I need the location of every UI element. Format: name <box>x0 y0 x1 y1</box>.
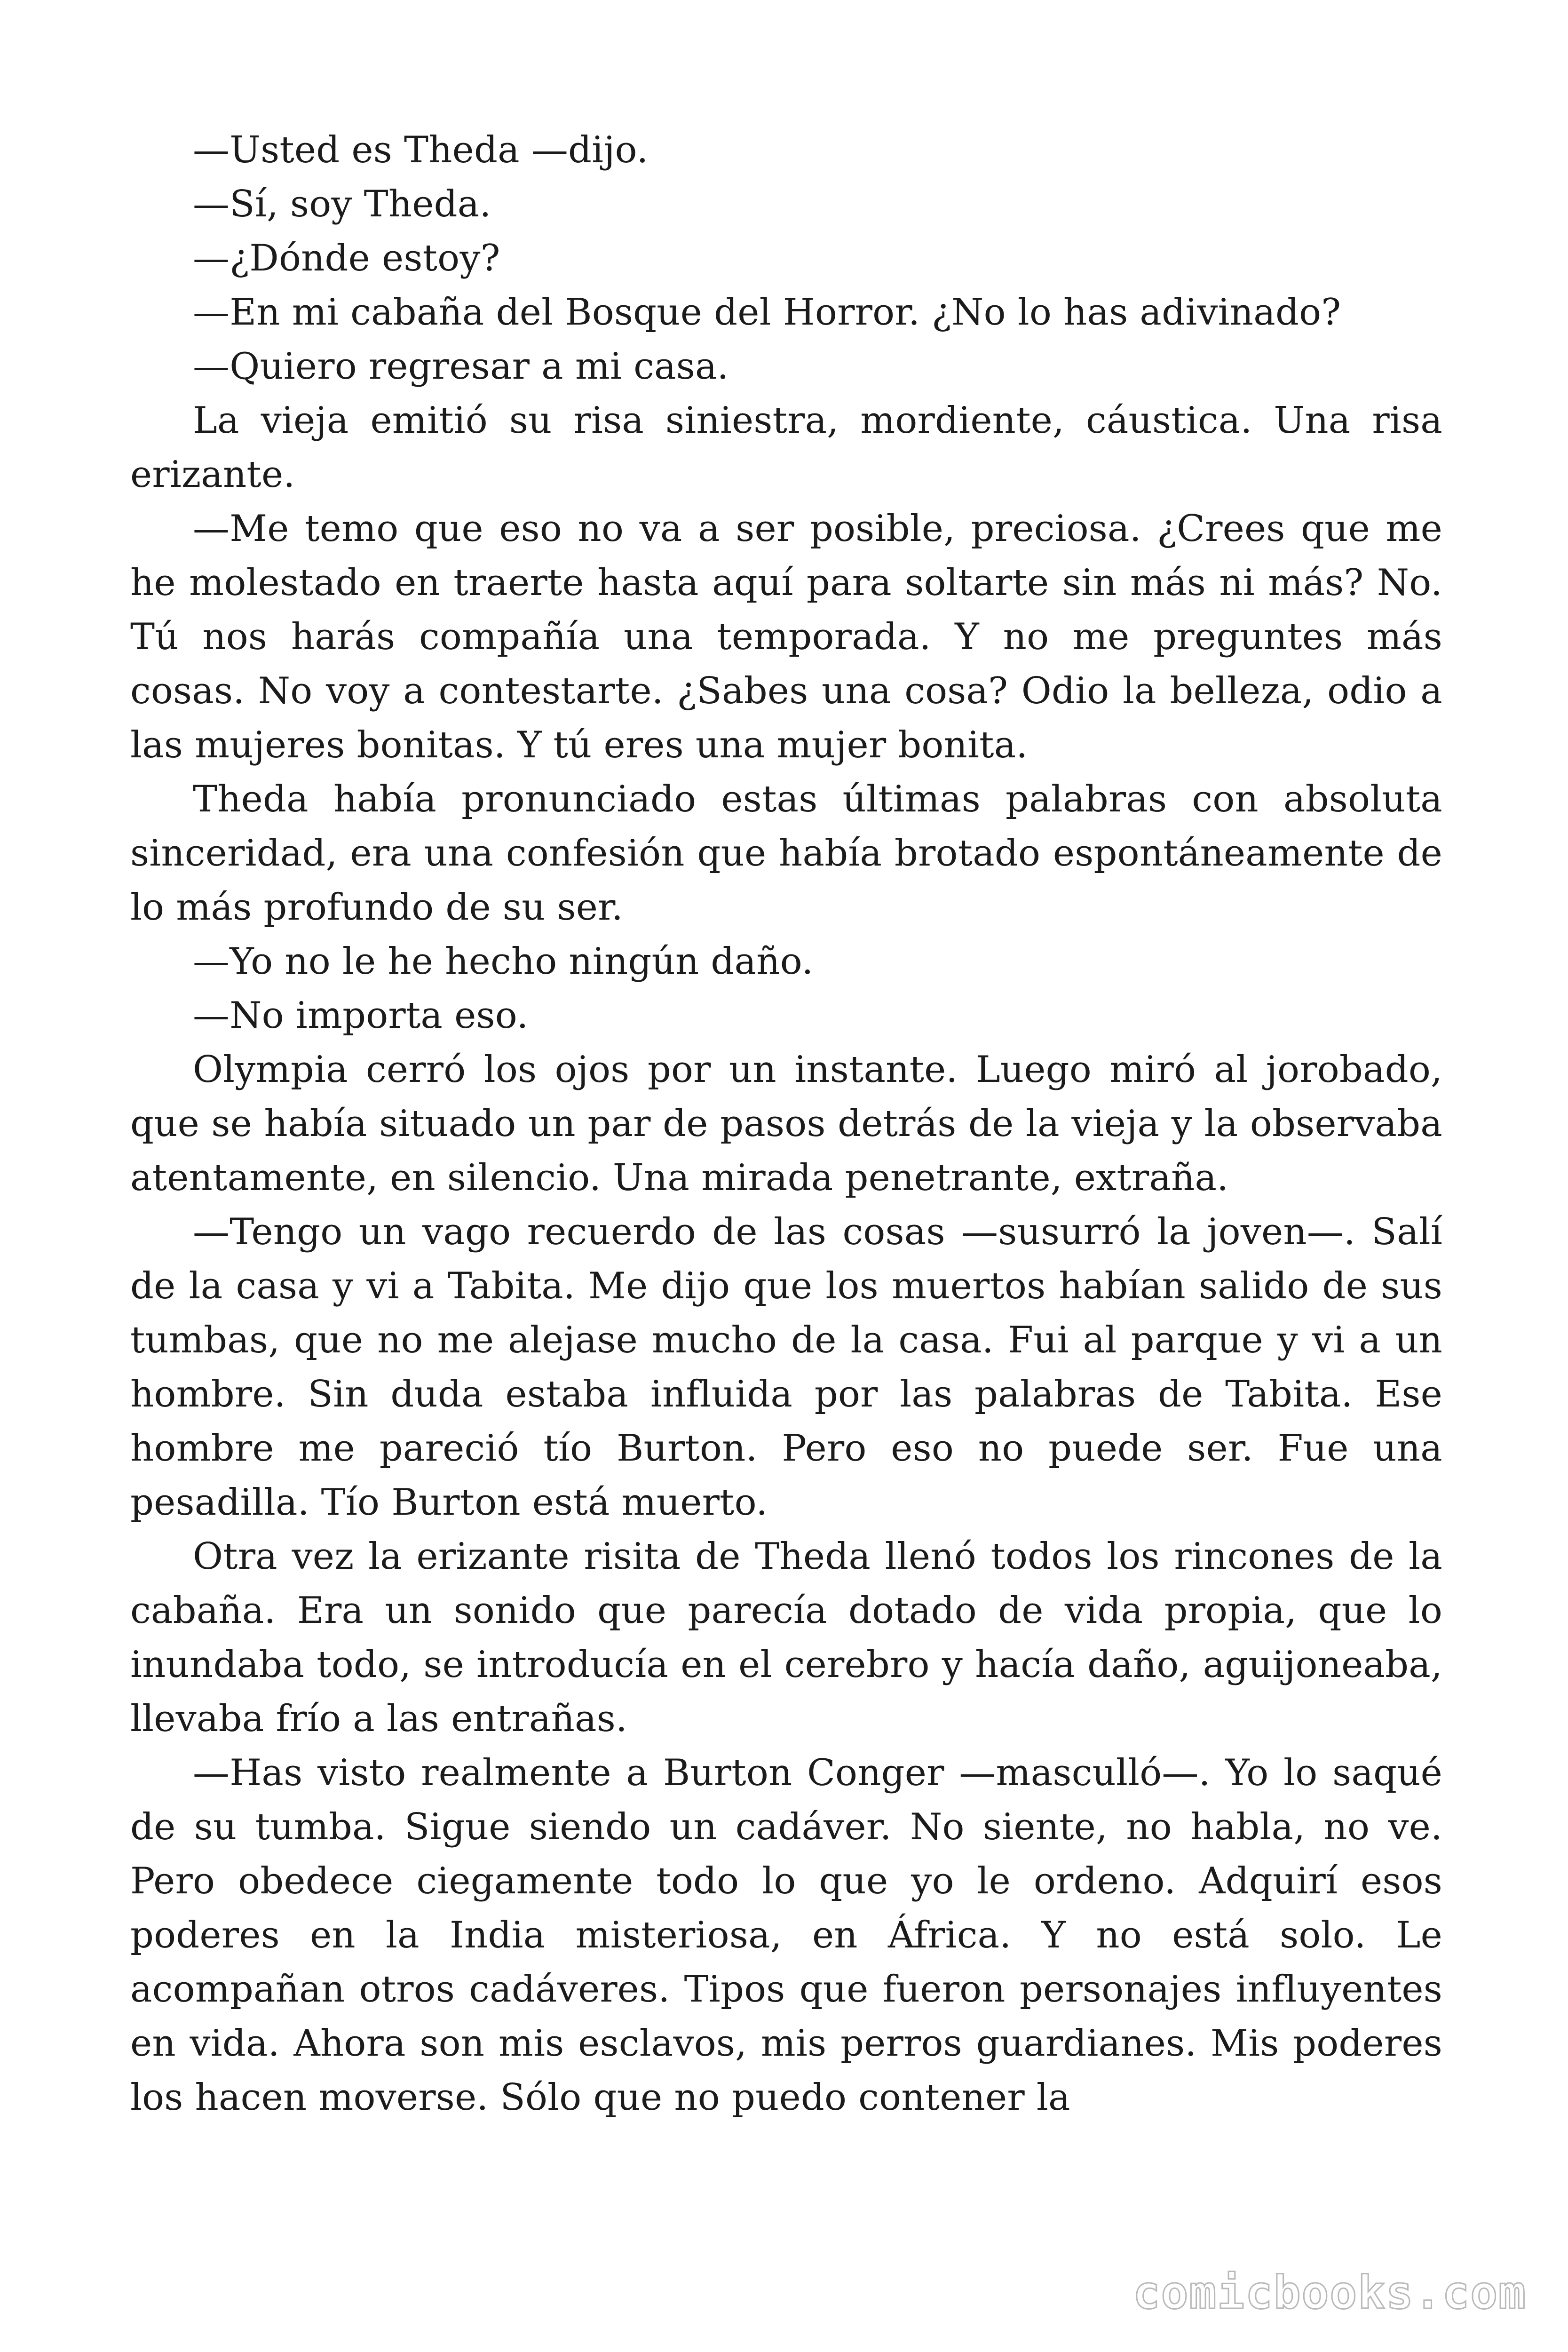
paragraph: Olympia cerró los ojos por un instante. Luego miró al jorobado, que se había situado un par de pasos detrás de la vieja y la observaba atentamente, en silencio. Una mirada penetrante, extraña. <box>130 1049 1442 1199</box>
paragraph: —Has visto realmente a Burton Conger —mascullό—. Yo lo saqué de su tumba. Sigue siendo un cadáver. No siente, no habla, no ve. Pero obedece ciegamente todo lo que yo le ordeno. Adquirí esos poderes en la India misteriosa, en África. Y no está solo. Le acompañan otros cadáveres. Tipos que fueron personajes influyentes en vida. Ahora son mis esclavos, mis perros guardianes. Mis poderes los hacen moverse. Sólo que no puedo contener la <box>130 1752 1442 2119</box>
watermark: comicbooks.com <box>1132 2266 1527 2319</box>
paragraph: —Usted es Theda —dijo. <box>193 129 649 171</box>
paragraph: —Tengo un vago recuerdo de las cosas —susurró la joven—. Salí de la casa y vi a Tabita. Me dijo que los muertos habían salido de sus tumbas, que no me alejase mucho de la casa. Fui al parque y vi a un hombre. Sin duda estaba influida por las palabras de Tabita. Ese hombre me pareció tío Burton. Pero eso no puede ser. Fue una pesadilla. Tío Burton está muerto. <box>130 1211 1442 1524</box>
paragraph: Theda había pronunciado estas últimas palabras con absoluta sinceridad, era una confesión que había brotado espontáneamente de lo más profundo de su ser. <box>130 778 1442 929</box>
paragraph: —Quiero regresar a mi casa. <box>193 345 729 388</box>
paragraph: —Yo no le he hecho ningún daño. <box>193 940 814 983</box>
paragraph: Otra vez la erizante risita de Theda llenó todos los rincones de la cabaña. Era un sonido que parecía dotado de vida propia, que lo inundaba todo, se introducía en el cerebro y hacía daño, aguijoneaba, llevaba frío a las entrañas. <box>130 1535 1442 1740</box>
paragraph: —No importa eso. <box>193 994 529 1037</box>
paragraph: —En mi cabaña del Bosque del Horror. ¿No lo has adivinado? <box>193 291 1341 334</box>
paragraph: —Sí, soy Theda. <box>193 183 491 225</box>
paragraph: La vieja emitió su risa siniestra, mordiente, cáustica. Una risa erizante. <box>130 399 1442 496</box>
page-body <box>130 123 1442 2125</box>
paragraph: —Me temo que eso no va a ser posible, preciosa. ¿Crees que me he molestado en traerte hasta aquí para soltarte sin más ni más? No. Tú nos harás compañía una temporada. Y no me preguntes más cosas. No voy a contestarte. ¿Sabes una cosa? Odio la belleza, odio a las mujeres bonitas. Y tú eres una mujer bonita. <box>130 508 1442 766</box>
paragraph: —¿Dónde estoy? <box>193 237 500 279</box>
